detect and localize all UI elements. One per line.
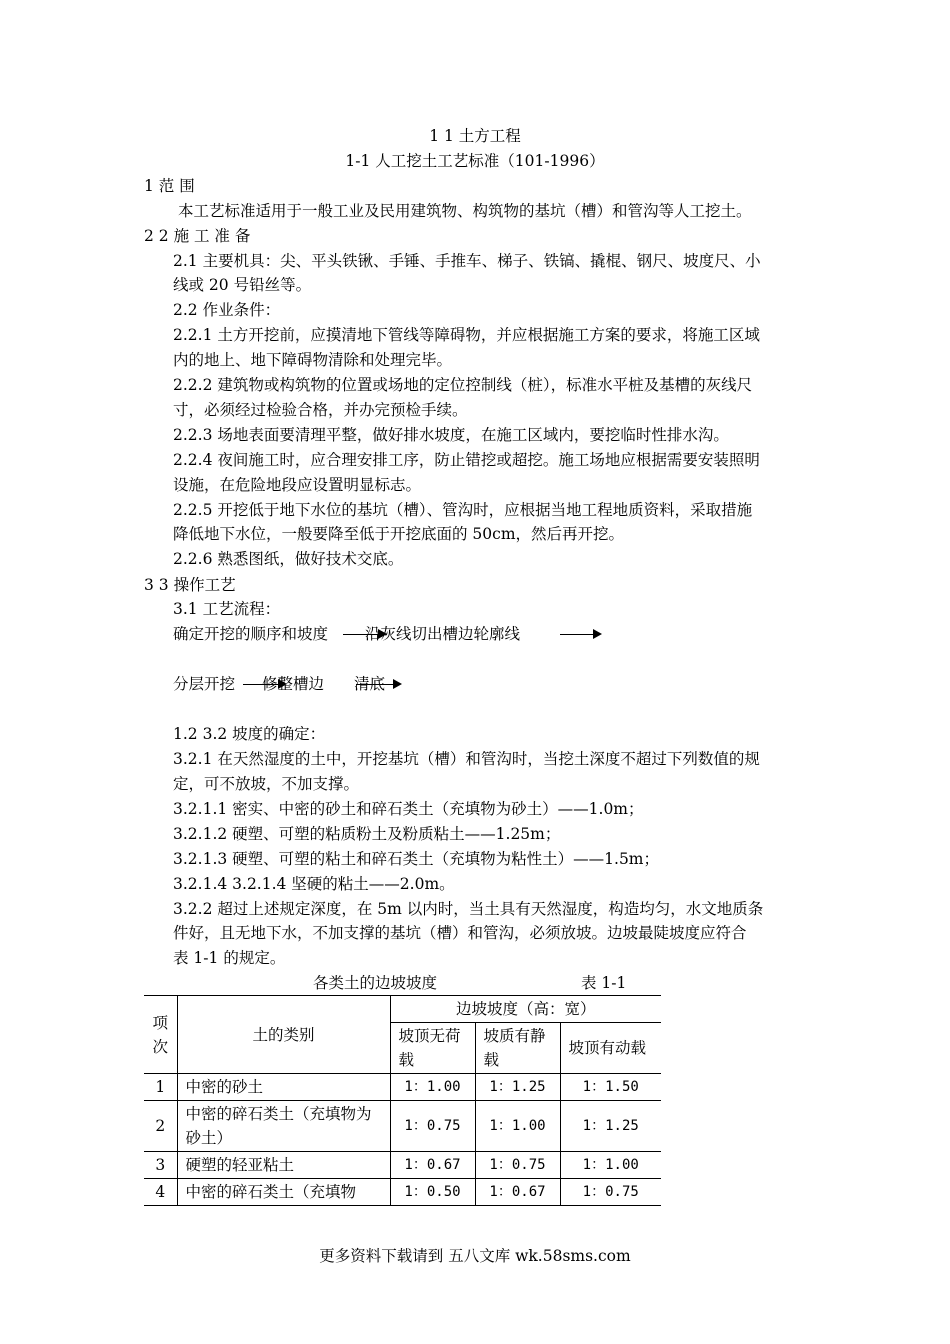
para-3-2-1-1: 3.2.1.1 密实、中密的砂土和碎石类土（充填物为砂土）——1.0m； <box>173 800 644 818</box>
section-3-heading: 3 3 操作工艺 <box>144 576 236 594</box>
para-2-2: 2.2 作业条件： <box>173 301 281 319</box>
para-3-2-2-c: 表 1-1 的规定。 <box>173 949 286 967</box>
para-3-2-2-b: 件好，且无地下水，不加支撑的基坑（槽）和管沟，必须放坡。边坡最陡坡度应符合 <box>173 924 747 942</box>
flow-step-4: 修整槽边 <box>262 675 325 693</box>
flow-step-2: 沿灰线切出槽边轮廓线 <box>365 625 521 643</box>
para-2-1-b: 线或 20 号铅丝等。 <box>173 276 312 294</box>
header-soil-type: 土的类别 <box>177 996 390 1074</box>
table-row <box>144 1152 661 1179</box>
para-3-2-1-2: 3.2.1.2 硬塑、可塑的粘质粉土及粉质粘土——1.25m； <box>173 825 561 843</box>
header-index: 项次 <box>144 996 177 1074</box>
slope-table <box>144 995 661 1206</box>
para-3-2-2-a: 3.2.2 超过上述规定深度，在 5m 以内时，当土具有天然湿度，构造均匀，水文地质条 <box>173 900 764 918</box>
header-dynamic-load: 坡顶有动载 <box>560 1023 661 1074</box>
flow-step-1: 确定开挖的顺序和坡度 <box>173 625 329 643</box>
row-index: 2 <box>144 1101 177 1152</box>
table-label: 表 1-1 <box>581 974 627 992</box>
para-2-2-6: 2.2.6 熟悉图纸，做好技术交底。 <box>173 550 404 568</box>
para-2-2-2-a: 2.2.2 建筑物或构筑物的位置或场地的定位控制线（桩），标准水平桩及基槽的灰线尺 <box>173 376 753 394</box>
row-dynamic-load: 1：1.00 <box>560 1152 661 1179</box>
table-header-row <box>144 996 661 1023</box>
para-3-1: 3.1 工艺流程： <box>173 600 281 618</box>
flow-step-5: 清底 <box>354 675 386 693</box>
footer-download-link[interactable]: 更多资料下载请到 五八文库 wk.58sms.com <box>319 1247 631 1265</box>
row-index: 1 <box>144 1074 177 1101</box>
header-slope-group: 边坡坡度（高：宽） <box>390 996 661 1023</box>
table-row <box>144 1101 661 1152</box>
para-3-2-1-4: 3.2.1.4 3.2.1.4 坚硬的粘土——2.0m。 <box>173 875 455 893</box>
table-row <box>144 1179 661 1206</box>
para-3-2-1-a: 3.2.1 在天然湿度的土中，开挖基坑（槽）和管沟时，当挖土深度不超过下列数值的规 <box>173 750 760 768</box>
row-no-load: 1：0.50 <box>390 1179 475 1206</box>
row-static-load: 1：0.75 <box>475 1152 560 1179</box>
para-2-2-3: 2.2.3 场地表面要清理平整，做好排水坡度，在施工区域内，要挖临时性排水沟。 <box>173 426 729 444</box>
row-dynamic-load: 1：1.25 <box>560 1101 661 1152</box>
para-2-2-5-a: 2.2.5 开挖低于地下水位的基坑（槽）、管沟时，应根据当地工程地质资料，采取措施 <box>173 501 753 519</box>
row-dynamic-load: 1：1.50 <box>560 1074 661 1101</box>
para-2-2-1-b: 内的地上、地下障碍物清除和处理完毕。 <box>173 351 453 369</box>
header-static-load: 坡质有静载 <box>475 1023 560 1074</box>
para-2-2-5-b: 降低地下水位，一般要降至低于开挖底面的 50cm，然后再开挖。 <box>173 525 625 543</box>
section-2-heading: 2 2 施 工 准 备 <box>144 227 251 245</box>
para-2-1-a: 2.1 主要机具：尖、平头铁锹、手锤、手推车、梯子、铁镐、撬棍、钢尺、坡度尺、小 <box>173 252 761 270</box>
para-2-2-4-a: 2.2.4 夜间施工时，应合理安排工序，防止错挖或超挖。施工场地应根据需要安装照明 <box>173 451 760 469</box>
para-2-2-2-b: 寸，必须经过检验合格，并办完预检手续。 <box>173 401 468 419</box>
flow-step-3: 分层开挖 <box>173 675 236 693</box>
row-static-load: 1：1.25 <box>475 1074 560 1101</box>
row-no-load: 1：0.75 <box>390 1101 475 1152</box>
row-dynamic-load: 1：0.75 <box>560 1179 661 1206</box>
para-3-2: 1.2 3.2 坡度的确定： <box>173 725 326 743</box>
row-soil: 中密的碎石类土（充填物 <box>177 1179 390 1206</box>
row-soil: 中密的砂土 <box>177 1074 390 1101</box>
table-row <box>144 1074 661 1101</box>
row-static-load: 1：1.00 <box>475 1101 560 1152</box>
section-1-body: 本工艺标准适用于一般工业及民用建筑物、构筑物的基坑（槽）和管沟等人工挖土。 <box>178 202 752 220</box>
chapter-title: 1 1 土方工程 <box>429 127 521 145</box>
header-no-load: 坡顶无荷载 <box>390 1023 475 1074</box>
section-1-heading: 1 范 围 <box>144 177 195 195</box>
table-caption: 各类土的边坡坡度 <box>313 974 438 992</box>
para-2-2-4-b: 设施，在危险地段应设置明显标志。 <box>173 476 422 494</box>
row-index: 4 <box>144 1179 177 1206</box>
flow-arrow-4 <box>356 684 400 685</box>
row-no-load: 1：1.00 <box>390 1074 475 1101</box>
para-3-2-1-b: 定，可不放坡，不加支撑。 <box>173 775 360 793</box>
para-2-2-1-a: 2.2.1 土方开挖前，应摸清地下管线等障碍物，并应根据施工方案的要求，将施工区域 <box>173 326 760 344</box>
row-index: 3 <box>144 1152 177 1179</box>
row-soil: 中密的碎石类土（充填物为砂土） <box>177 1101 390 1152</box>
standard-title: 1-1 人工挖土工艺标准（101-1996） <box>345 152 605 170</box>
row-soil: 硬塑的轻亚粘土 <box>177 1152 390 1179</box>
para-3-2-1-3: 3.2.1.3 硬塑、可塑的粘土和碎石类土（充填物为粘性土）——1.5m； <box>173 850 660 868</box>
row-no-load: 1：0.67 <box>390 1152 475 1179</box>
row-static-load: 1：0.67 <box>475 1179 560 1206</box>
flow-arrow-2 <box>560 634 600 635</box>
